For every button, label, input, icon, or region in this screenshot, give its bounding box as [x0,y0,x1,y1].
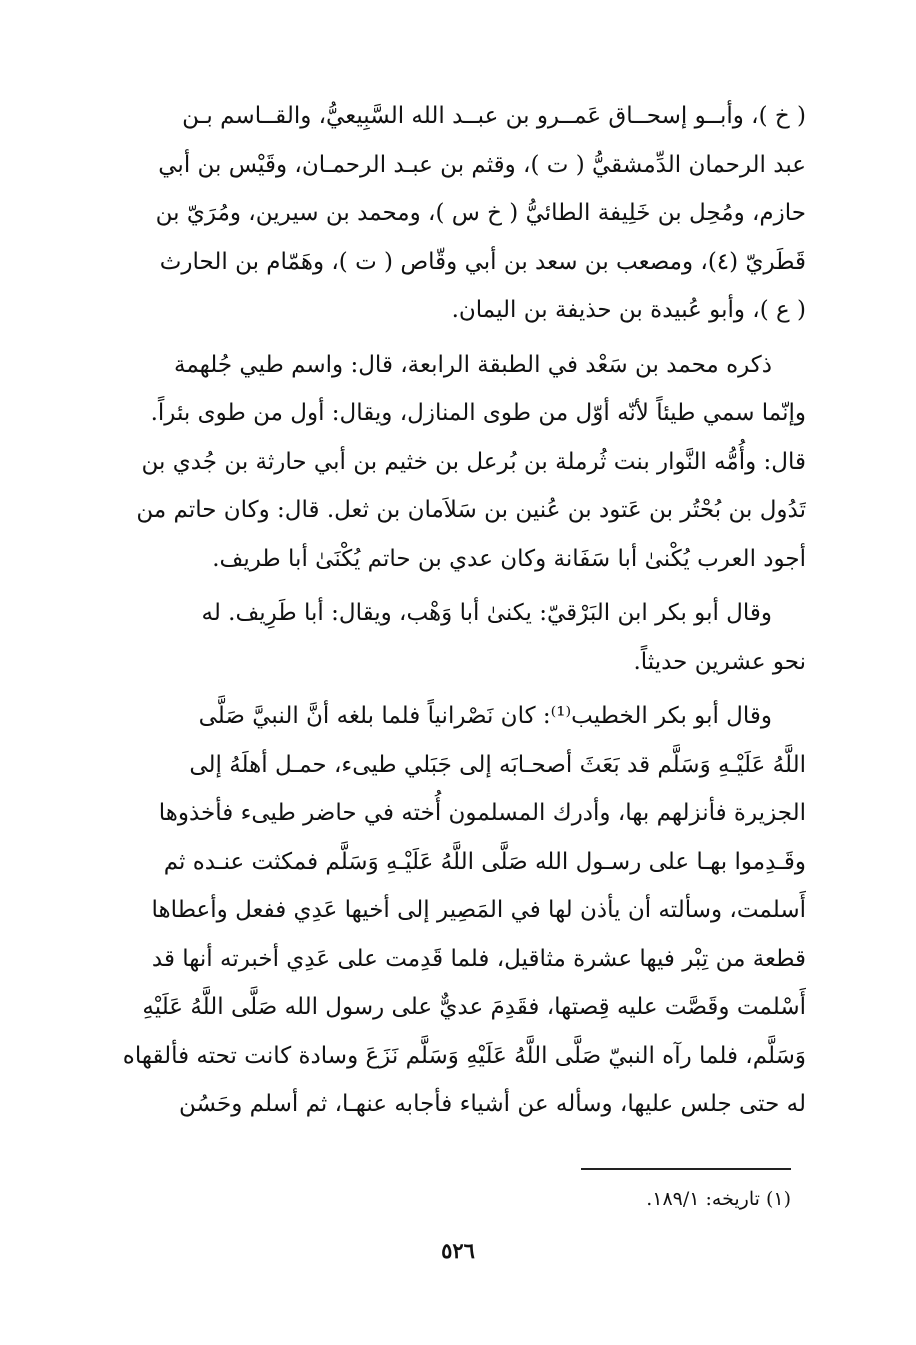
text-line: ذكره محمد بن سَعْد في الطبقة الرابعة، قال: واسم طيي جُلهمة [173,351,772,378]
text-line: حازم، ومُحِل بن خَلِيفة الطائيُّ ( خ س )، ومحمد بن سيرين، ومُرَيّ بن [155,200,806,226]
paragraph-1 [100,92,806,335]
page-number: ٥٢٦ [441,1238,475,1263]
text-line: وَسَلَّم، فلما رآه النبيّ صَلَّى اللَّهُ عَلَيْهِ وَسَلَّم نَزَعَ وسادة كانت تحته فألقهاه [122,1042,806,1069]
footnote: (١) تاريخه: ١٨٩/١. [646,1188,791,1210]
text-line: له حتى جلس عليها، وسأله عن أشياء فأجابه عنهـا، ثم أسلم وحَسُن [179,1091,806,1117]
text-line: قال: وأُمُّه النَّوار بنت ثُرملة بن بُرعل بن خثيم بن أبي حارثة بن جُدي بن [141,448,806,475]
paragraph-2 [100,341,806,584]
text-line: أَسلمت، وسألته أن يأذن لها في المَصِير إلى أخيها عَدِي ففعل وأعطاها [151,897,806,923]
text-line: ( ع )، وأبو عُبيدة بن حذيفة بن اليمان. [451,297,806,323]
text-line: قطعة من تِبْر فيها عشرة مثاقيل، فلما قَدِمت على عَدِي أخبرته أنها قد [151,945,806,972]
paragraph-4 [100,692,806,1129]
text-line: قَطَريّ (٤)، ومصعب بن سعد بن أبي وقّاص ( ت )، وهَمّام بن الحارث [159,248,806,275]
text-line: نحو عشرين حديثاً. [633,648,806,675]
text-line: الجزيرة فأنزلهم بها، وأدرك المسلمون أُخته في حاضر طيىء فأخذوها [158,800,806,826]
text-line: أجود العرب يُكْنىٰ أبا سَفَانة وكان عدي بن حاتم يُكْنَىٰ أبا طريف. [212,545,806,572]
paragraph-3 [100,589,806,686]
text-line: وقال أبو بكر ابن البَرْقيّ: يكنىٰ أبا وَهْب، ويقال: أبا طَرِيف. له [201,600,772,626]
text-line: أَسْلمت وقَصَّت عليه قِصتها، فقَدِمَ عديٌّ على رسول الله صَلَّى اللَّهُ عَلَيْهِ [142,994,806,1020]
text-line: وقَـدِموا بهـا على رسـول الله صَلَّى اللَّهُ عَلَيْـهِ وَسَلَّم فمكثت عنـده ثم [163,848,806,875]
footnote-divider [581,1168,791,1170]
text-line: وقال أبو بكر الخطيب⁽¹⁾: كان نَصْرانياً فلما بلغه أنَّ النبيَّ صَلَّى [198,703,772,729]
page-body [100,92,806,1135]
text-line: ( خ )، وأبــو إسحــاق عَمــرو بن عبــد الله السَّبِيعيُّ، والقــاسم بـن [182,103,806,129]
text-line: وإنّما سمي طيئاً لأنّه أوّل من طوى المنازل، ويقال: أول من طوى بئراً. [150,400,806,426]
text-line: تَدُول بن بُحْتُر بن عَتود بن عُنين بن سَلاَمان بن ثعل. قال: وكان حاتم من [136,497,806,523]
text-line: اللَّهُ عَلَيْـهِ وَسَلَّم قد بَعَثَ أصحـابَه إلى جَبَلي طيىء، حمـل أهلَهُ إلى [189,751,806,778]
text-line: عبد الرحمان الدِّمشقيُّ ( ت )، وقثم بن عبـد الرحمـان، وقَيْس بن أبي [158,151,806,178]
